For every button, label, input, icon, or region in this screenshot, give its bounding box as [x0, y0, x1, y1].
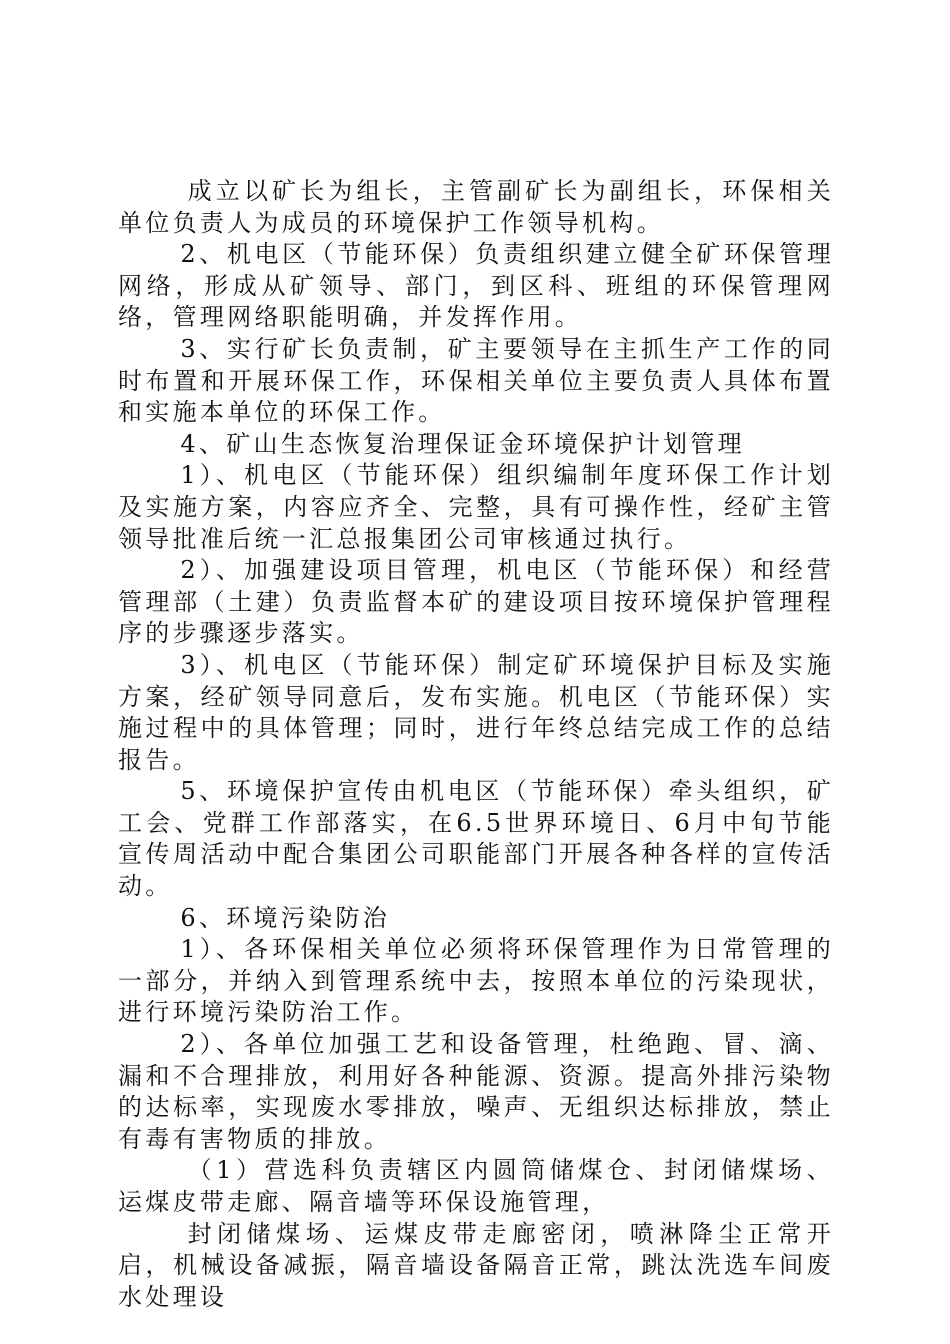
- paragraph-3: 3、实行矿长负责制，矿主要领导在主抓生产工作的同时布置和开展环保工作，环保相关单位主要负责人具体布置和实施本单位的环保工作。: [118, 334, 834, 427]
- paragraph-8: 5、环境保护宣传由机电区（节能环保）牵头组织，矿工会、党群工作部落实，在6.5世界环境日、6月中旬节能宣传周活动中配合集团公司职能部门开展各种各样的宣传活动。: [118, 777, 834, 901]
- paragraph-2: 2、机电区（节能环保）负责组织建立健全矿环保管理网络，形成从矿领导、部门，到区科、班组的环保管理网络，管理网络职能明确，并发挥作用。: [118, 240, 834, 332]
- paragraph-4: 4、矿山生态恢复治理保证金环境保护计划管理: [180, 429, 745, 458]
- paragraph-13: 封闭储煤场、运煤皮带走廊密闭，喷淋降尘正常开启，机械设备减振，隔音墙设备隔音正常，跳汰洗选车间废水处理设: [118, 1219, 834, 1311]
- paragraph-10: 1）、各环保相关单位必须将环保管理作为日常管理的一部分，并纳入到管理系统中去，按照本单位的污染现状，进行环境污染防治工作。: [118, 935, 834, 1027]
- paragraph-1: 成立以矿长为组长，主管副矿长为副组长，环保相关单位负责人为成员的环境保护工作领导机构。: [118, 177, 834, 237]
- document-body: [118, 176, 834, 1313]
- paragraph-5: 1）、机电区（节能环保）组织编制年度环保工作计划及实施方案，内容应齐全、完整，具有可操作性，经矿主管领导批准后统一汇总报集团公司审核通过执行。: [118, 461, 834, 553]
- paragraph-12: （1）营选科负责辖区内圆筒储煤仓、封闭储煤场、运煤皮带走廊、隔音墙等环保设施管理，: [118, 1156, 834, 1216]
- paragraph-9: 6、环境污染防治: [180, 903, 391, 932]
- paragraph-6: 2）、加强建设项目管理，机电区（节能环保）和经营管理部（土建）负责监督本矿的建设项目按环境保护管理程序的步骤逐步落实。: [118, 556, 834, 648]
- paragraph-7: 3）、机电区（节能环保）制定矿环境保护目标及实施方案，经矿领导同意后，发布实施。机电区（节能环保）实施过程中的具体管理；同时，进行年终总结完成工作的总结报告。: [118, 650, 834, 774]
- paragraph-11: 2）、各单位加强工艺和设备管理，杜绝跑、冒、滴、漏和不合理排放，利用好各种能源、资源。提高外排污染物的达标率，实现废水零排放，噪声、无组织达标排放，禁止有毒有害物质的排放。: [118, 1030, 834, 1153]
